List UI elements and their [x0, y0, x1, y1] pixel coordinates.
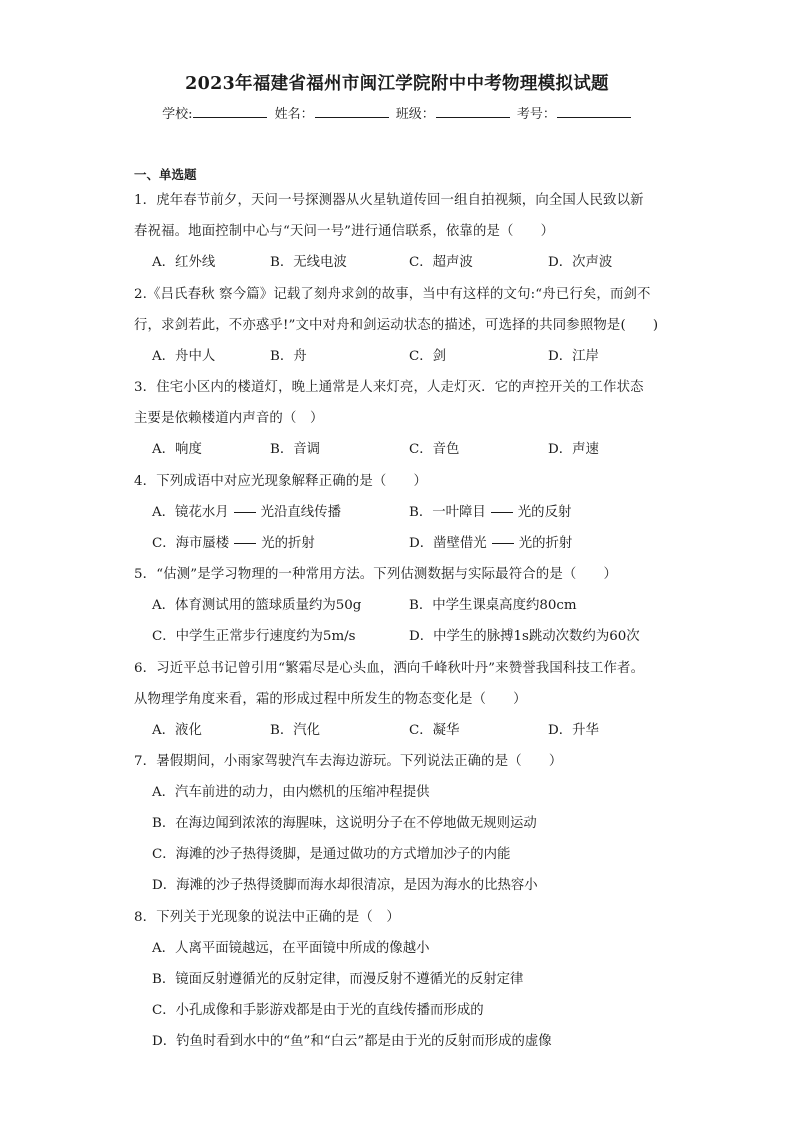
- option-b: B．汽化: [270, 723, 321, 738]
- question-5: [134, 559, 664, 652]
- student-info-line: [0, 103, 794, 122]
- option-row: [134, 870, 664, 901]
- option-a: A．红外线: [152, 255, 216, 270]
- option-row: [134, 839, 664, 870]
- option-d: D．钓鱼时看到水中的“鱼”和“白云”都是由于光的反射而形成的虚像: [152, 1034, 552, 1049]
- options-row: [134, 715, 664, 746]
- option-b: B．中学生课桌高度约80cm: [409, 598, 577, 613]
- option-a: A．汽车前进的动力，由内燃机的压缩冲程提供: [152, 785, 430, 800]
- option-a: A．舟中人: [152, 349, 216, 364]
- option-c: C．海市蜃楼 光的折射: [152, 536, 315, 551]
- option-a: A．响度: [152, 442, 202, 457]
- options-row: [134, 341, 664, 372]
- option-b: B．镜面反射遵循光的反射定律，而漫反射不遵循光的反射定律: [152, 972, 524, 987]
- option-c: C．超声波: [409, 255, 473, 270]
- option-row: [134, 808, 664, 839]
- options-row: [134, 247, 664, 278]
- question-stem: 6．习近平总书记曾引用“繁霜尽是心头血，洒向千峰秋叶丹”来赞誉我国科技工作者。: [134, 661, 645, 676]
- option-b: B．在海边闻到浓浓的海腥味，这说明分子在不停地做无规则运动: [152, 816, 537, 831]
- option-c: C．中学生正常步行速度约为5m/s: [152, 629, 356, 644]
- option-row: [134, 777, 664, 808]
- question-2: [134, 279, 664, 372]
- option-b: B．无线电波: [270, 255, 347, 270]
- school-blank: [193, 105, 267, 118]
- options-row: [134, 621, 664, 652]
- option-b: B．一叶障目 光的反射: [409, 505, 572, 520]
- name-label: 姓名：: [274, 107, 314, 122]
- question-7: [134, 746, 664, 901]
- question-1: [134, 185, 664, 278]
- name-blank: [315, 105, 389, 118]
- option-d: D．次声波: [548, 255, 613, 270]
- options-row: [134, 590, 664, 621]
- question-stem: 1．虎年春节前夕，天问一号探测器从火星轨道传回一组自拍视频，向全国人民致以新: [134, 193, 644, 208]
- options-row: [134, 434, 664, 465]
- option-a: A．人离平面镜越远，在平面镜中所成的像越小: [152, 941, 430, 956]
- option-b: B．音调: [270, 442, 321, 457]
- option-a: A．液化: [152, 723, 202, 738]
- option-row: [134, 995, 664, 1026]
- question-stem: 8．下列关于光现象的说法中正确的是（ ）: [134, 910, 400, 925]
- dash-separator: [492, 543, 514, 544]
- option-d: D．升华: [548, 723, 599, 738]
- option-c: C．剑: [409, 349, 447, 364]
- option-d: D．海滩的沙子热得烫脚而海水却很清凉，是因为海水的比热容小: [152, 878, 538, 893]
- option-d: D．声速: [548, 442, 599, 457]
- option-row: [134, 964, 664, 995]
- option-row: [134, 1026, 664, 1057]
- exam-title: 2023年福建省福州市闽江学院附中中考物理模拟试题: [185, 74, 609, 94]
- option-a: A．镜花水月 光沿直线传播: [152, 505, 341, 520]
- question-8: [134, 902, 664, 1057]
- question-stem: 7．暑假期间，小雨家驾驶汽车去海边游玩。下列说法正确的是（ ）: [134, 754, 563, 769]
- option-b: B．舟: [270, 349, 307, 364]
- question-6: [134, 653, 664, 746]
- option-d: D．江岸: [548, 349, 599, 364]
- question-stem: 主要是依赖楼道内声音的（ ）: [134, 411, 324, 426]
- dash-separator: [234, 543, 256, 544]
- class-blank: [436, 105, 510, 118]
- exam-number-blank: [557, 105, 631, 118]
- option-d: D．凿壁借光 光的折射: [409, 536, 573, 551]
- question-3: [134, 372, 664, 465]
- question-stem: 行，求剑若此，不亦惑乎!”文中对舟和剑运动状态的描述，可选择的共同参照物是( ): [134, 318, 659, 333]
- option-row: [134, 933, 664, 964]
- dash-separator: [234, 512, 256, 513]
- question-stem: 春祝福。地面控制中心与“天问一号”进行通信联系，依靠的是（ ）: [134, 224, 555, 239]
- class-label: 班级：: [395, 107, 435, 122]
- option-c: C．海滩的沙子热得烫脚，是通过做功的方式增加沙子的内能: [152, 847, 511, 862]
- question-4: [134, 466, 664, 559]
- question-stem: 4．下列成语中对应光现象解释正确的是（ ）: [134, 474, 428, 489]
- options-row: [134, 497, 664, 528]
- exam-number-label: 考号：: [516, 107, 556, 122]
- dash-separator: [491, 512, 513, 513]
- section-heading: 一、单选题: [134, 167, 197, 182]
- options-row: [134, 528, 664, 559]
- option-c: C．小孔成像和手影游戏都是由于光的直线传播而形成的: [152, 1003, 484, 1018]
- question-stem: 5．“估测”是学习物理的一种常用方法。下列估测数据与实际最符合的是（ ）: [134, 567, 618, 582]
- option-a: A．体育测试用的篮球质量约为50g: [152, 598, 362, 613]
- question-stem: 3．住宅小区内的楼道灯，晚上通常是人来灯亮，人走灯灭．它的声控开关的工作状态: [134, 380, 644, 395]
- option-c: C．音色: [409, 442, 460, 457]
- question-stem: 2.《吕氏春秋 察今篇》记载了刻舟求剑的故事，当中有这样的文句:“舟已行矣，而剑不: [134, 287, 651, 302]
- school-label: 学校:: [162, 107, 193, 122]
- option-d: D．中学生的脉搏1s跳动次数约为60次: [409, 629, 640, 644]
- question-stem: 从物理学角度来看，霜的形成过程中所发生的物态变化是（ ）: [134, 692, 527, 707]
- option-c: C．凝华: [409, 723, 460, 738]
